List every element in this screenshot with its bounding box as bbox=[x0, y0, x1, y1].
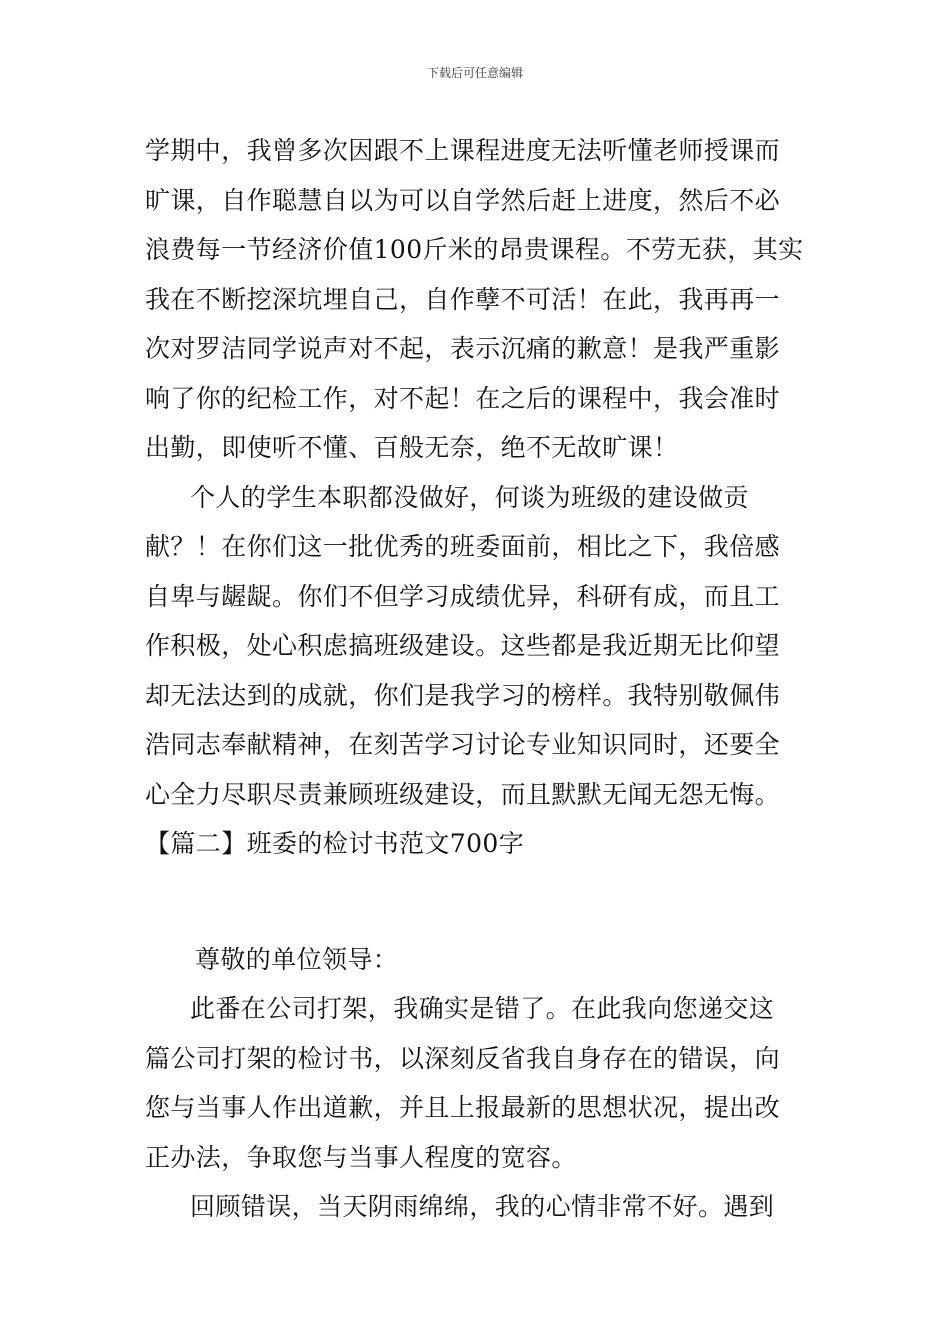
text-line: 篇公司打架的检讨书，以深刻反省我自身存在的错误，向 bbox=[145, 1043, 781, 1073]
text-line: 却无法达到的成就，你们是我学习的榜样。我特别敬佩伟 bbox=[145, 680, 781, 710]
paragraph-start-line: 回顾错误，当天阴雨绵绵，我的心情非常不好。遇到 bbox=[190, 1192, 775, 1221]
text-line: 浩同志奉献精神，在刻苦学习讨论专业知识同时，还要全 bbox=[145, 730, 781, 759]
document-body bbox=[145, 126, 811, 1232]
text-line: 您与当事人作出道歉，并且上报最新的思想状况，提出改 bbox=[145, 1093, 781, 1122]
text-line: 出勤，即使听不懂、百般无奈，绝不无故旷课！ bbox=[145, 433, 679, 462]
text-line: 自卑与龌龊。你们不但学习成绩优异，科研有成，而且工 bbox=[145, 581, 781, 611]
text-line: 献？！在你们这一批优秀的班委面前，相比之下，我倍感 bbox=[145, 532, 781, 561]
text-line: 心全力尽职尽责兼顾班级建设，而且默默无闻无怨无悔。 bbox=[145, 779, 781, 809]
text-line: 作积极，处心积虑搞班级建设。这些都是我近期无比仰望 bbox=[145, 631, 781, 660]
salutation: 尊敬的单位领导： bbox=[195, 944, 399, 974]
text-line: 次对罗洁同学说声对不起，表示沉痛的歉意！是我严重影 bbox=[145, 334, 781, 363]
blank-line bbox=[145, 869, 811, 935]
text-line: 正办法，争取您与当事人程度的宽容。 bbox=[145, 1142, 577, 1172]
page-header: 下载后可任意编辑 bbox=[426, 66, 523, 80]
paragraph-start-line: 此番在公司打架，我确实是错了。在此我向您递交这 bbox=[190, 994, 775, 1023]
text-line: 浪费每一节经济价值100斤米的昂贵课程。不劳无获，其实 bbox=[145, 235, 804, 264]
section-heading: 【篇二】班委的检讨书范文700字 bbox=[145, 829, 525, 858]
text-line: 我在不断挖深坑埋自己，自作孽不可活！在此，我再再一 bbox=[145, 284, 781, 314]
text-line: 学期中，我曾多次因跟不上课程进度无法听懂老师授课而 bbox=[145, 136, 781, 165]
paragraph-start-line: 个人的学生本职都没做好，何谈为班级的建设做贡 bbox=[190, 482, 749, 512]
text-line: 响了你的纪检工作，对不起！在之后的课程中，我会准时 bbox=[145, 383, 781, 413]
text-line: 旷课，自作聪慧自以为可以自学然后赶上进度，然后不必 bbox=[145, 185, 781, 215]
